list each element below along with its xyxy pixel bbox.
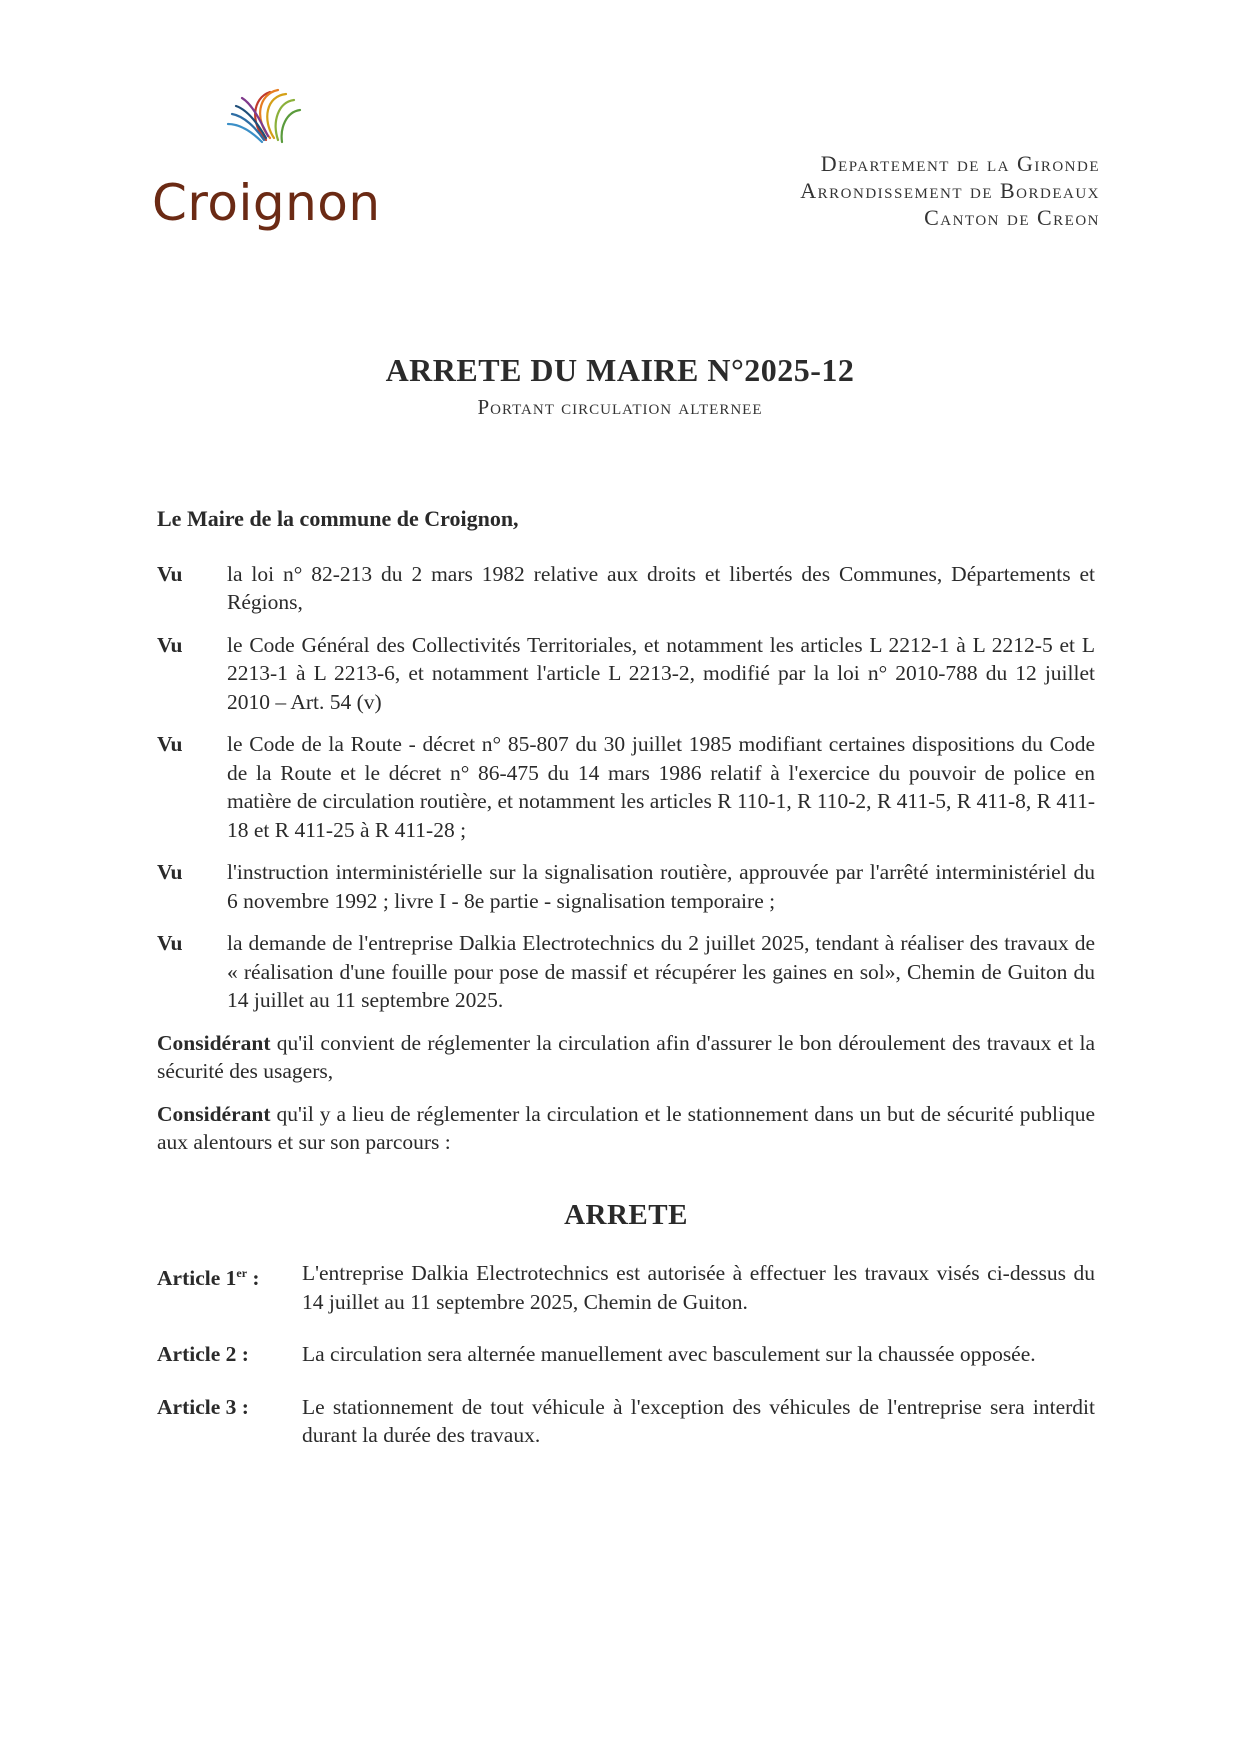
article-label: Article 2 :: [157, 1342, 249, 1366]
vu-label: Vu: [157, 732, 183, 756]
considerant-text: qu'il convient de réglementer la circulation afin d'assurer le bon déroulement des travaux et la sécurité des usagers,: [157, 1030, 1095, 1083]
vu-text: la loi n° 82-213 du 2 mars 1982 relative aux droits et libertés des Communes, Départements et Régions,: [227, 561, 1095, 614]
article-label-sup: er: [236, 1266, 248, 1280]
vu-label: Vu: [157, 931, 183, 955]
considerant-label: Considérant: [157, 1101, 271, 1126]
arrondissement-line: Arrondissement de Bordeaux: [800, 178, 1100, 203]
vu-label: Vu: [157, 860, 183, 884]
decree-body: [157, 505, 1095, 1474]
considerant-clause: [157, 1100, 1095, 1157]
arrete-heading: ARRETE: [564, 1198, 688, 1231]
considerant-clause: [157, 1029, 1095, 1086]
department-line: Departement de la Gironde: [820, 151, 1100, 176]
logo-wordmark: Croignon: [152, 174, 381, 232]
article-label: [157, 1259, 302, 1316]
decree-title: ARRETE DU MAIRE N°2025-12: [385, 352, 855, 388]
considerant-text: qu'il y a lieu de réglementer la circulation et le stationnement dans un but de sécurité publique aux alentours et sur son parcours :: [157, 1101, 1096, 1154]
vu-text: le Code Général des Collectivités Territoriales, et notamment les articles L 2212-1 à L 2212-5 et L 2213-1 à L 2213-6, et notamment l'article L 2213-2, modifié par la loi n° 2010-788 du 12 juillet 2010 – Art. 54 (v): [227, 632, 1095, 714]
article-label-tail: :: [247, 1266, 260, 1291]
article: [157, 1393, 1095, 1450]
vu-clause: [157, 929, 1095, 1015]
decree-subtitle: Portant circulation alternee: [477, 395, 763, 419]
article: [157, 1340, 1095, 1369]
croignon-emblem-icon: [222, 84, 312, 164]
vu-text: la demande de l'entreprise Dalkia Electrotechnics du 2 juillet 2025, tendant à réaliser des travaux de « réalisation d'une fouille pour pose de massif et récupérer les gaines en sol», Chemin de Guiton du 14 juillet au 11 septembre 2025.: [227, 931, 1095, 1012]
vu-label: Vu: [157, 561, 183, 586]
article: [157, 1259, 1095, 1316]
administrative-header: [800, 150, 1100, 231]
vu-clause: [157, 560, 1095, 617]
article-label: Article 3 :: [157, 1394, 249, 1419]
vu-clause: [157, 631, 1095, 717]
vu-label: Vu: [157, 632, 183, 657]
article-label-main: Article 1: [157, 1266, 237, 1291]
canton-line: Canton de Creon: [924, 205, 1100, 230]
croignon-logo: [150, 84, 390, 244]
article-text: Le stationnement de tout véhicule à l'exception des véhicules de l'entreprise sera interdit durant la durée des travaux.: [302, 1394, 1095, 1447]
vu-clause: [157, 858, 1095, 915]
vu-clause: [157, 730, 1095, 844]
intro-line: Le Maire de la commune de Croignon,: [157, 506, 519, 531]
vu-text: l'instruction interministérielle sur la signalisation routière, approuvée par l'arrêté interministériel du 6 novembre 1992 ; livre I - 8e partie - signalisation temporaire ;: [227, 860, 1095, 913]
vu-text: le Code de la Route - décret n° 85-807 du 30 juillet 1985 modifiant certaines dispositions du Code de la Route et le décret n° 86-475 du 14 mars 1986 relatif à l'exercice du pouvoir de police en matière de circulation routière, et notamment les articles R 110-1, R 110-2, R 411-5, R 411-8, R 411-18 et R 411-25 à R 411-28 ;: [227, 732, 1095, 842]
article-text: La circulation sera alternée manuellement avec basculement sur la chaussée opposée.: [302, 1342, 1036, 1366]
considerant-label: Considérant: [157, 1030, 271, 1055]
article-text: L'entreprise Dalkia Electrotechnics est autorisée à effectuer les travaux visés ci-dessus du 14 juillet au 11 septembre 2025, Chemin de Guiton.: [302, 1261, 1095, 1314]
